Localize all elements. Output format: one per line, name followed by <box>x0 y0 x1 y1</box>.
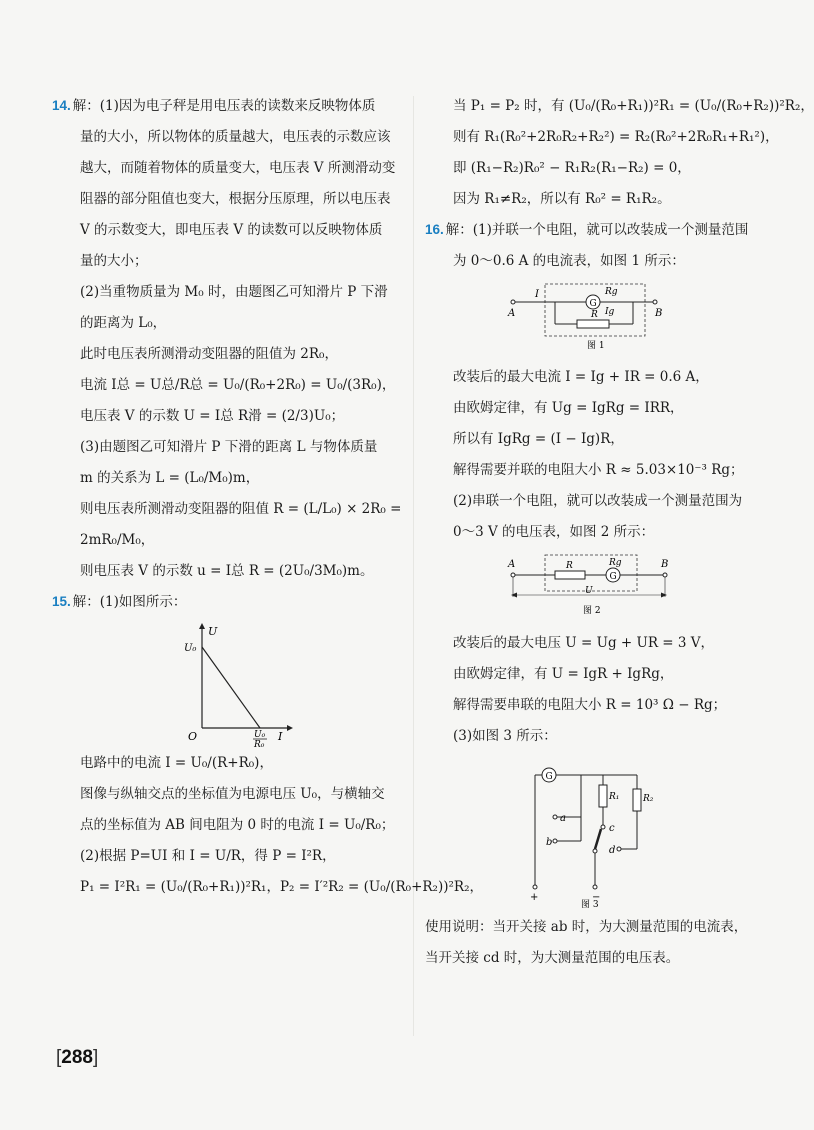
line-text: 解：(1)如图所示： <box>72 594 187 610</box>
fig2-label-r: R <box>566 561 573 571</box>
graph-x-label: I <box>278 730 283 743</box>
line-text: 当 P₁ = P₂ 时，有 (U₀/(R₀+R₁))²R₁ = (U₀/(R₀+R₂))²R₂， <box>453 98 814 114</box>
text-line <box>52 437 407 457</box>
graph-x-intercept-num: U₀ <box>254 730 266 740</box>
question-number: 14. <box>52 98 71 113</box>
fig3-galvanometer: G <box>545 772 553 782</box>
text-line <box>52 468 407 488</box>
text-line <box>425 491 760 511</box>
line-text: 电流 I总 = U总/R总 = U₀/(R₀+2R₀) = U₀/(3R₀)， <box>80 377 396 393</box>
text-line <box>425 220 760 240</box>
graph-y-label: U <box>208 625 218 638</box>
text-line <box>52 561 407 581</box>
text-line <box>52 406 407 426</box>
fig3-label-b: b <box>546 837 553 848</box>
right-text-block-a <box>425 96 814 271</box>
text-line <box>52 96 407 116</box>
text-line <box>425 127 779 147</box>
figure-1-ammeter <box>425 282 760 357</box>
fig1-label-r: R <box>591 310 598 320</box>
u-i-graph <box>52 623 407 750</box>
right-text-block-b <box>425 367 760 542</box>
line-text: 图像与纵轴交点的坐标值为电源电压 U₀，与横轴交 <box>80 786 385 802</box>
fig1-label-a: A <box>508 308 516 319</box>
line-text: 即 (R₁−R₂)R₀² − R₁R₂(R₁−R₂) = 0， <box>453 160 691 176</box>
line-text: 阻器的部分阻值也变大，根据分压原理，所以电压表 <box>80 191 391 207</box>
line-text: 0～3 V 的电压表，如图 2 所示： <box>453 524 655 540</box>
question-number: 15. <box>52 594 71 609</box>
text-line <box>52 282 407 302</box>
text-line <box>425 948 760 968</box>
line-text: 量的大小； <box>80 253 148 269</box>
line-text: 电路中的电流 I = U₀/(R+R₀)， <box>80 755 273 771</box>
text-line <box>425 695 760 715</box>
line-text: 为 0～0.6 A 的电流表，如图 1 所示： <box>453 253 685 269</box>
line-text: 量的大小，所以物体的质量越大，电压表的示数应该 <box>80 129 391 145</box>
line-text: 的距离为 L₀， <box>80 315 167 331</box>
text-line <box>52 530 407 550</box>
line-text: 使用说明：当开关接 ab 时，为大测量范围的电流表， <box>425 919 748 935</box>
text-line <box>425 96 814 116</box>
text-line <box>52 815 407 835</box>
line-text: 则有 R₁(R₀²+2R₀R₂+R₂²) = R₂(R₀²+2R₀R₁+R₁²)， <box>453 129 779 145</box>
left-text-block-b <box>52 753 483 897</box>
text-line <box>425 664 760 684</box>
fig3-label-d: d <box>609 845 616 856</box>
text-line <box>425 367 760 387</box>
line-text: (2)根据 P=UI 和 I = U/R，得 P = I²R， <box>80 848 336 864</box>
line-text: P₁ = I²R₁ = (U₀/(R₀+R₁))²R₁，P₂ = I′²R₂ = (U₀/(R₀+R₂))²R₂， <box>80 879 483 895</box>
line-text: 改装后的最大电流 I = Ig + IR = 0.6 A， <box>453 369 709 385</box>
line-text: 点的坐标值为 AB 间电阻为 0 时的电流 I = U₀/R₀； <box>80 817 395 833</box>
line-text: m 的关系为 L = (L₀/M₀)m， <box>80 470 260 486</box>
text-line <box>52 753 407 773</box>
line-text: 解得需要串联的电阻大小 R = 10³ Ω − Rg； <box>453 697 727 713</box>
text-line <box>52 158 407 178</box>
text-line <box>425 633 760 653</box>
right-text-block-d <box>425 917 760 968</box>
figure-2-voltmeter <box>425 553 760 623</box>
line-text: 此时电压表所测滑动变阻器的阻值为 2R₀， <box>80 346 338 362</box>
fig3-label-r2: R₂ <box>643 794 654 804</box>
line-text: 解：(1)因为电子秤是用电压表的读数来反映物体质 <box>72 98 376 114</box>
line-text: 解得需要并联的电阻大小 R ≈ 5.03×10⁻³ Rg； <box>453 462 744 478</box>
text-line <box>52 344 407 364</box>
line-text: (2)串联一个电阻，就可以改装成一个测量范围为 <box>453 493 743 509</box>
fig2-label-u: U <box>585 586 593 596</box>
text-line <box>52 877 483 897</box>
text-line <box>52 127 407 147</box>
line-text: 解：(1)并联一个电阻，就可以改装成一个测量范围 <box>445 222 749 238</box>
line-text: 越大，而随着物体的质量变大，电压表 V 所测滑动变 <box>80 160 396 176</box>
left-text-block-a <box>52 96 407 612</box>
text-line <box>425 189 760 209</box>
fig2-label-b: B <box>661 559 669 570</box>
line-text: (3)由题图乙可知滑片 P 下滑的距离 L 与物体质量 <box>80 439 378 455</box>
page-number: [288] <box>56 1047 99 1068</box>
fig1-label-i: I <box>535 289 539 300</box>
fig3-caption: 图 3 <box>581 900 599 910</box>
text-line <box>52 375 407 395</box>
text-line <box>52 784 407 804</box>
text-line <box>425 726 760 746</box>
fig3-label-r1: R₁ <box>609 792 620 802</box>
fig2-caption: 图 2 <box>583 606 601 616</box>
fig1-galvanometer: G <box>589 299 597 309</box>
graph-x-intercept-den: R₀ <box>254 740 265 750</box>
page-number-value: 288 <box>61 1047 93 1068</box>
line-text: 则电压表所测滑动变阻器的阻值 R = (L/L₀) × 2R₀ = <box>80 501 402 517</box>
figure-3-multimeter <box>425 757 760 910</box>
fig1-caption: 图 1 <box>587 341 605 351</box>
fig1-label-rg: Rg <box>605 287 618 297</box>
text-line <box>52 220 407 240</box>
text-line <box>52 189 407 209</box>
line-text: 电压表 V 的示数 U = I总 R滑 = (2/3)U₀； <box>80 408 345 424</box>
text-line <box>52 846 407 866</box>
text-line <box>425 251 760 271</box>
fig1-label-ig: Ig <box>605 307 615 317</box>
line-text: 由欧姆定律，有 U = IgR + IgRg， <box>453 666 674 682</box>
fig2-label-a: A <box>508 559 516 570</box>
graph-origin: O <box>188 730 198 743</box>
line-text: 因为 R₁≠R₂，所以有 R₀² = R₁R₂。 <box>453 191 671 207</box>
line-text: 改装后的最大电压 U = Ug + UR = 3 V， <box>453 635 715 651</box>
line-text: 所以有 IgRg = (I − Ig)R， <box>453 431 624 447</box>
text-line <box>52 313 407 333</box>
text-line <box>425 398 760 418</box>
line-text: 2mR₀/M₀， <box>80 532 155 548</box>
fig2-label-rg: Rg <box>609 558 622 568</box>
right-column <box>425 96 814 979</box>
line-text: (2)当重物质量为 M₀ 时，由题图乙可知滑片 P 下滑 <box>80 284 388 300</box>
text-line <box>425 158 760 178</box>
graph-y-intercept: U₀ <box>184 643 197 654</box>
question-number: 16. <box>425 222 444 237</box>
text-line <box>52 592 407 612</box>
fig3-label-c: c <box>609 823 615 834</box>
line-text: 由欧姆定律，有 Ug = IgRg = IRR， <box>453 400 684 416</box>
fig2-galvanometer: G <box>609 572 617 582</box>
fig3-minus: − <box>592 892 601 903</box>
line-text: 则电压表 V 的示数 u = I总 R = (2U₀/3M₀)m。 <box>80 563 374 579</box>
line-text: V 的示数变大，即电压表 V 的读数可以反映物体质 <box>80 222 383 238</box>
line-text: (3)如图 3 所示： <box>453 728 557 744</box>
text-line <box>52 251 407 271</box>
fig3-plus: + <box>530 892 539 903</box>
text-line <box>52 499 407 519</box>
text-line <box>425 429 760 449</box>
text-line <box>425 460 760 480</box>
line-text: 当开关接 cd 时，为大测量范围的电压表。 <box>425 950 680 966</box>
text-line <box>425 917 760 937</box>
right-text-block-c <box>425 633 760 746</box>
fig3-label-a: a <box>560 813 566 824</box>
fig1-label-b: B <box>655 308 663 319</box>
text-line <box>425 522 760 542</box>
